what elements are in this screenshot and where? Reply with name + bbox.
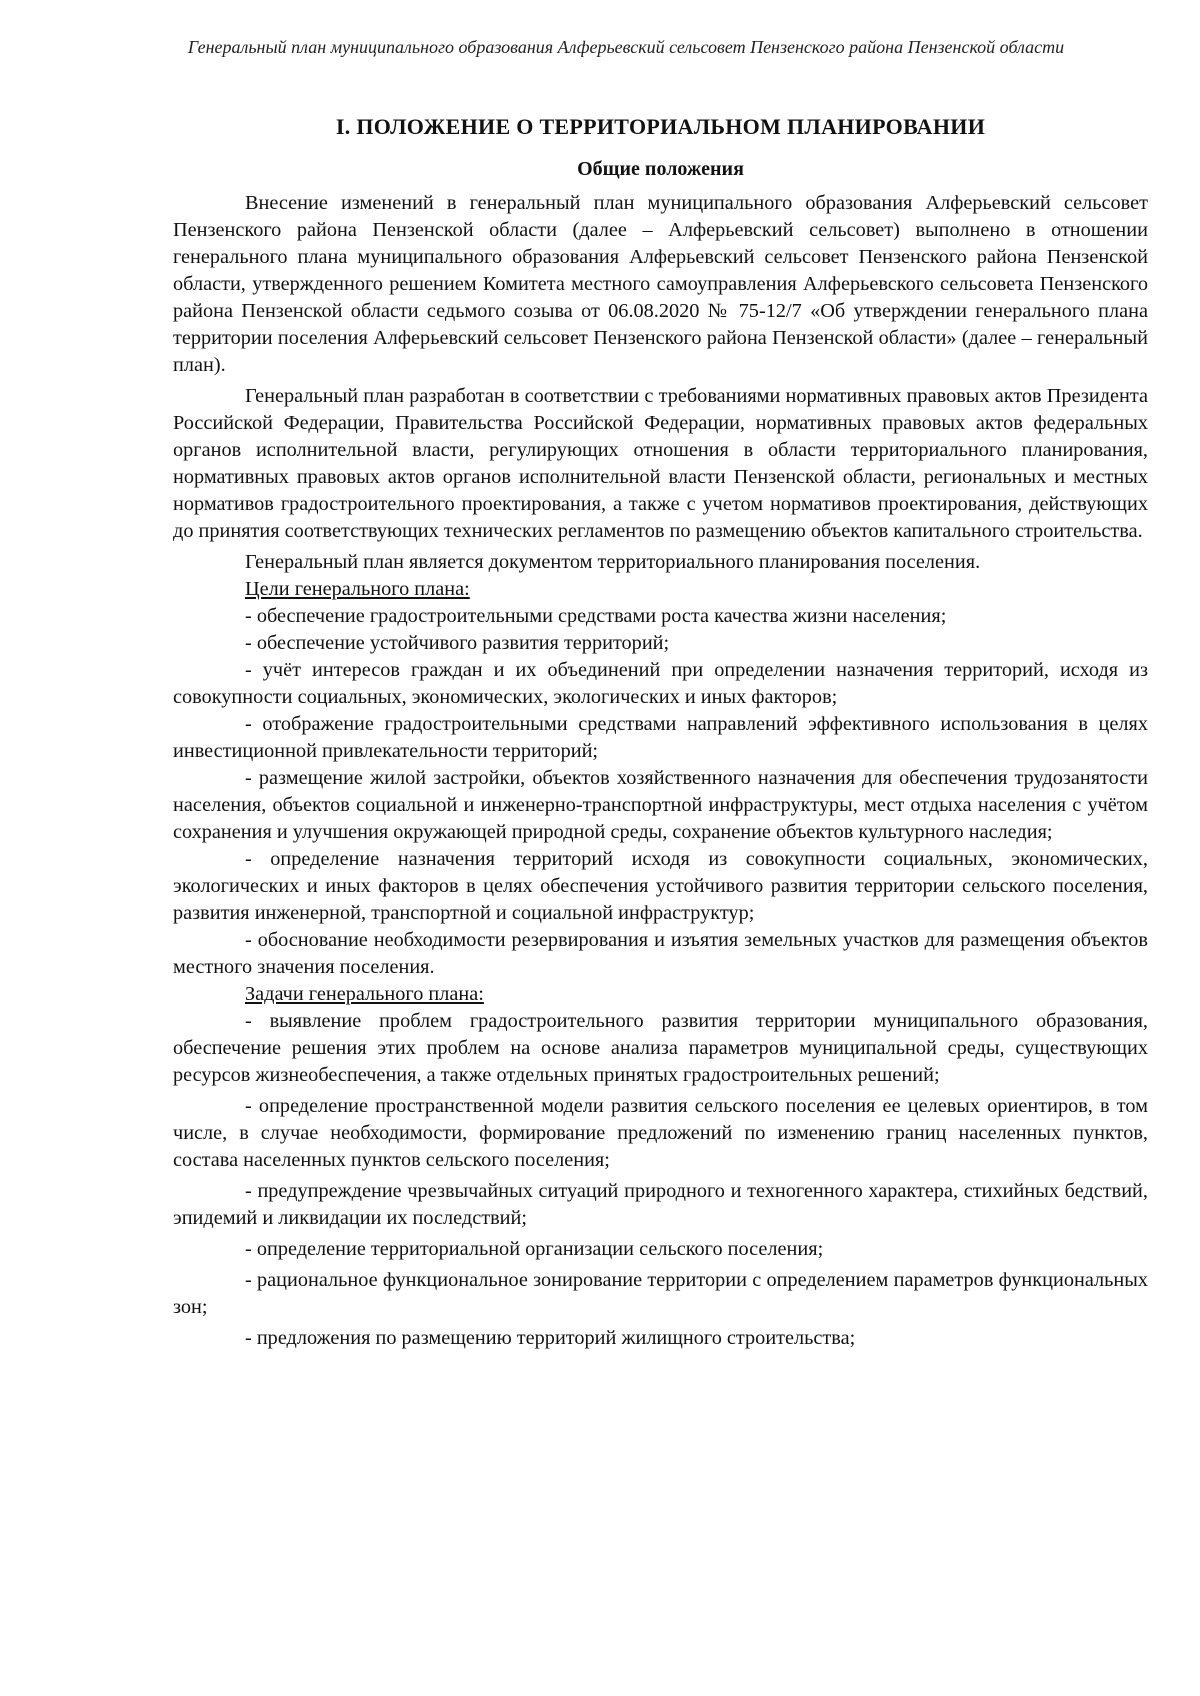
goal-item: - обеспечение градостроительными средствами роста качества жизни населения; <box>245 605 947 627</box>
goal-item: - отображение градостроительными средствами направлений эффективного использования в целях инвестиционной привлекательности территорий; <box>173 713 1148 762</box>
task-item: - рациональное функциональное зонирование территории с определением параметров функциональных зон; <box>173 1269 1148 1318</box>
intro-paragraph: Генеральный план разработан в соответствии с требованиями нормативных правовых актов Президента Российской Федерации, Правительства Российской Федерации, нормативных правовых актов федеральных органов исполнительной власти, регулирующих отношения в области территориального планирования, нормативных правовых актов органов исполнительной власти Пензенской области, региональных и местных нормативов градостроительного проектирования, а также с учетом нормативов проектирования, действующих до принятия соответствующих технических регламентов по размещению объектов капитального строительства. <box>173 385 1148 542</box>
goal-item: - учёт интересов граждан и их объединений при определении назначения территорий, исходя из совокупности социальных, экономических, экологических и иных факторов; <box>173 659 1148 708</box>
task-item: - предложения по размещению территорий жилищного строительства; <box>245 1327 856 1349</box>
goals-heading: Цели генерального плана: <box>245 578 470 600</box>
task-item: - предупреждение чрезвычайных ситуаций природного и техногенного характера, стихийных бедствий, эпидемий и ликвидации их последствий; <box>173 1180 1148 1229</box>
intro-paragraph: Генеральный план является документом территориального планирования поселения. <box>245 551 981 573</box>
document-body <box>173 190 1148 1352</box>
task-item: - выявление проблем градостроительного развития территории муниципального образования, обеспечение решения этих проблем на основе анализа параметров муниципальной среды, существующих ресурсов жизнеобеспечения, а также отдельных принятых градостроительных решений; <box>173 1010 1148 1086</box>
running-header: Генеральный план муниципального образования Алферьевский сельсовет Пензенского района Пензенской области <box>187 37 1065 57</box>
goal-item: - обеспечение устойчивого развития территорий; <box>245 632 670 654</box>
task-item: - определение территориальной организации сельского поселения; <box>245 1238 824 1260</box>
section-title: Общие положения <box>577 158 744 180</box>
document-content <box>173 112 1148 1352</box>
tasks-heading: Задачи генерального плана: <box>245 983 484 1005</box>
goal-item: - определение назначения территорий исходя из совокупности социальных, экономических, экологических и иных факторов в целях обеспечения устойчивого развития территории сельского поселения, развития инженерной, транспортной и социальной инфраструктур; <box>173 848 1148 924</box>
task-item: - определение пространственной модели развития сельского поселения ее целевых ориентиров, в том числе, в случае необходимости, формирование предложений по изменению границ населенных пунктов, состава населенных пунктов сельского поселения; <box>173 1095 1148 1171</box>
intro-paragraph: Внесение изменений в генеральный план муниципального образования Алферьевский сельсовет Пензенского района Пензенской области (далее – Алферьевский сельсовет) выполнено в отношении генерального плана муниципального образования Алферьевский сельсовет Пензенского района Пензенской области, утвержденного решением Комитета местного самоуправления Алферьевского сельсовета Пензенского района Пензенской области седьмого созыва от 06.08.2020 № 75-12/7 «Об утверждении генерального плана территории поселения Алферьевский сельсовет Пензенского района Пензенской области» (далее – генеральный план). <box>173 192 1148 376</box>
goal-item: - обоснование необходимости резервирования и изъятия земельных участков для размещения объектов местного значения поселения. <box>173 929 1148 978</box>
goal-item: - размещение жилой застройки, объектов хозяйственного назначения для обеспечения трудозанятости населения, объектов социальной и инженерно-транспортной инфраструктуры, мест отдыха населения с учётом сохранения и улучшения окружающей природной среды, сохранение объектов культурного наследия; <box>173 767 1148 843</box>
document-title: I. ПОЛОЖЕНИЕ О ТЕРРИТОРИАЛЬНОМ ПЛАНИРОВАНИИ <box>335 114 986 139</box>
